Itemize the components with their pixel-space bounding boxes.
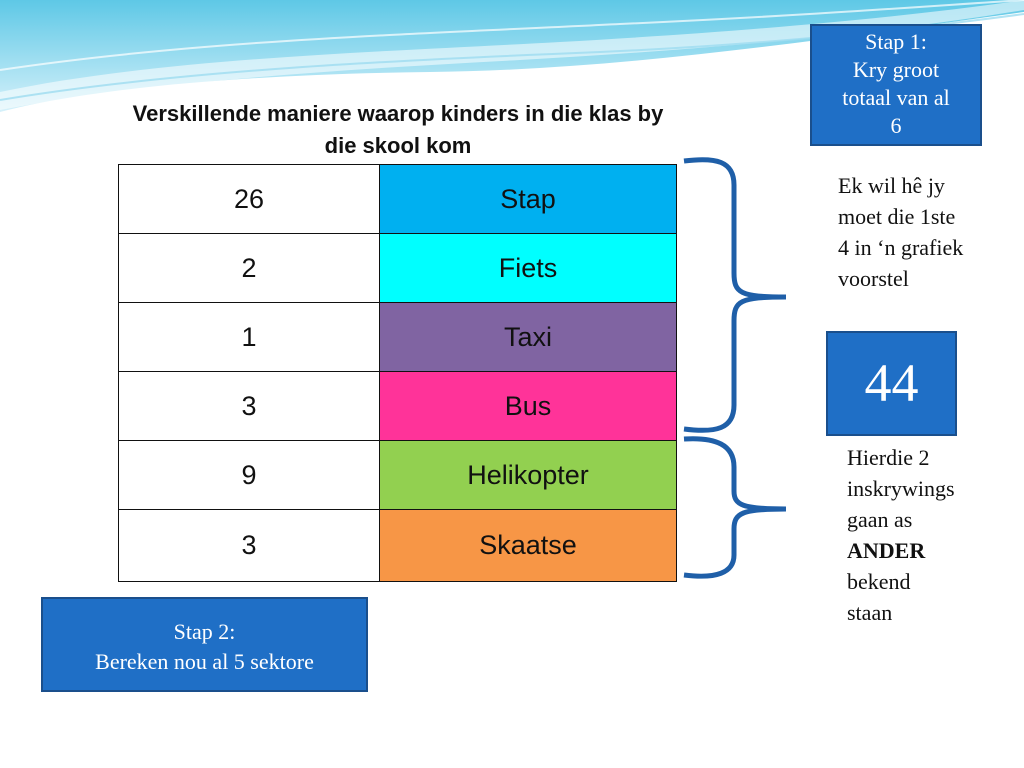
note-line: inskrywings [847,476,955,501]
brace-icons [676,155,796,595]
brace-bottom-icon [684,439,786,576]
note-bold-word: ANDER [847,538,926,563]
category-cell: Taxi [380,303,677,372]
step1-box [810,24,982,146]
note-line: bekend [847,569,911,594]
step2-line: Bereken nou al 5 sektore [95,649,314,674]
table-row [119,165,677,234]
category-cell: Bus [380,372,677,441]
note-line: staan [847,600,893,625]
category-cell: Skaatse [380,510,677,582]
count-cell: 3 [119,510,380,582]
count-cell: 9 [119,441,380,510]
table-row [119,441,677,510]
note-line: voorstel [838,266,909,291]
table-row [119,372,677,441]
category-cell: Stap [380,165,677,234]
table-row [119,510,677,582]
table-row [119,234,677,303]
count-cell: 1 [119,303,380,372]
other-note [847,442,1017,628]
category-cell: Fiets [380,234,677,303]
step2-line: Stap 2: [173,619,236,644]
category-cell: Helikopter [380,441,677,510]
note-line: gaan as [847,507,913,532]
page-title: Verskillende maniere waarop kinders in die klas by die skool kom [132,101,664,158]
step2-box [41,597,368,692]
total-box: 44 [826,331,957,436]
step1-line: 6 [890,113,902,138]
step1-line: Stap 1: [865,29,927,54]
step1-line: totaal van al [842,85,950,110]
note-line: 4 in ‘n grafiek [838,235,964,260]
count-cell: 2 [119,234,380,303]
note-line: moet die 1ste [838,204,956,229]
note-line: Ek wil hê jy [838,173,945,198]
count-cell: 3 [119,372,380,441]
count-cell: 26 [119,165,380,234]
brace-top-icon [684,160,786,431]
step1-line: Kry groot [852,57,940,82]
instruction-note [838,170,1008,294]
table-row [119,303,677,372]
transport-table [118,164,677,582]
note-line: Hierdie 2 [847,445,930,470]
